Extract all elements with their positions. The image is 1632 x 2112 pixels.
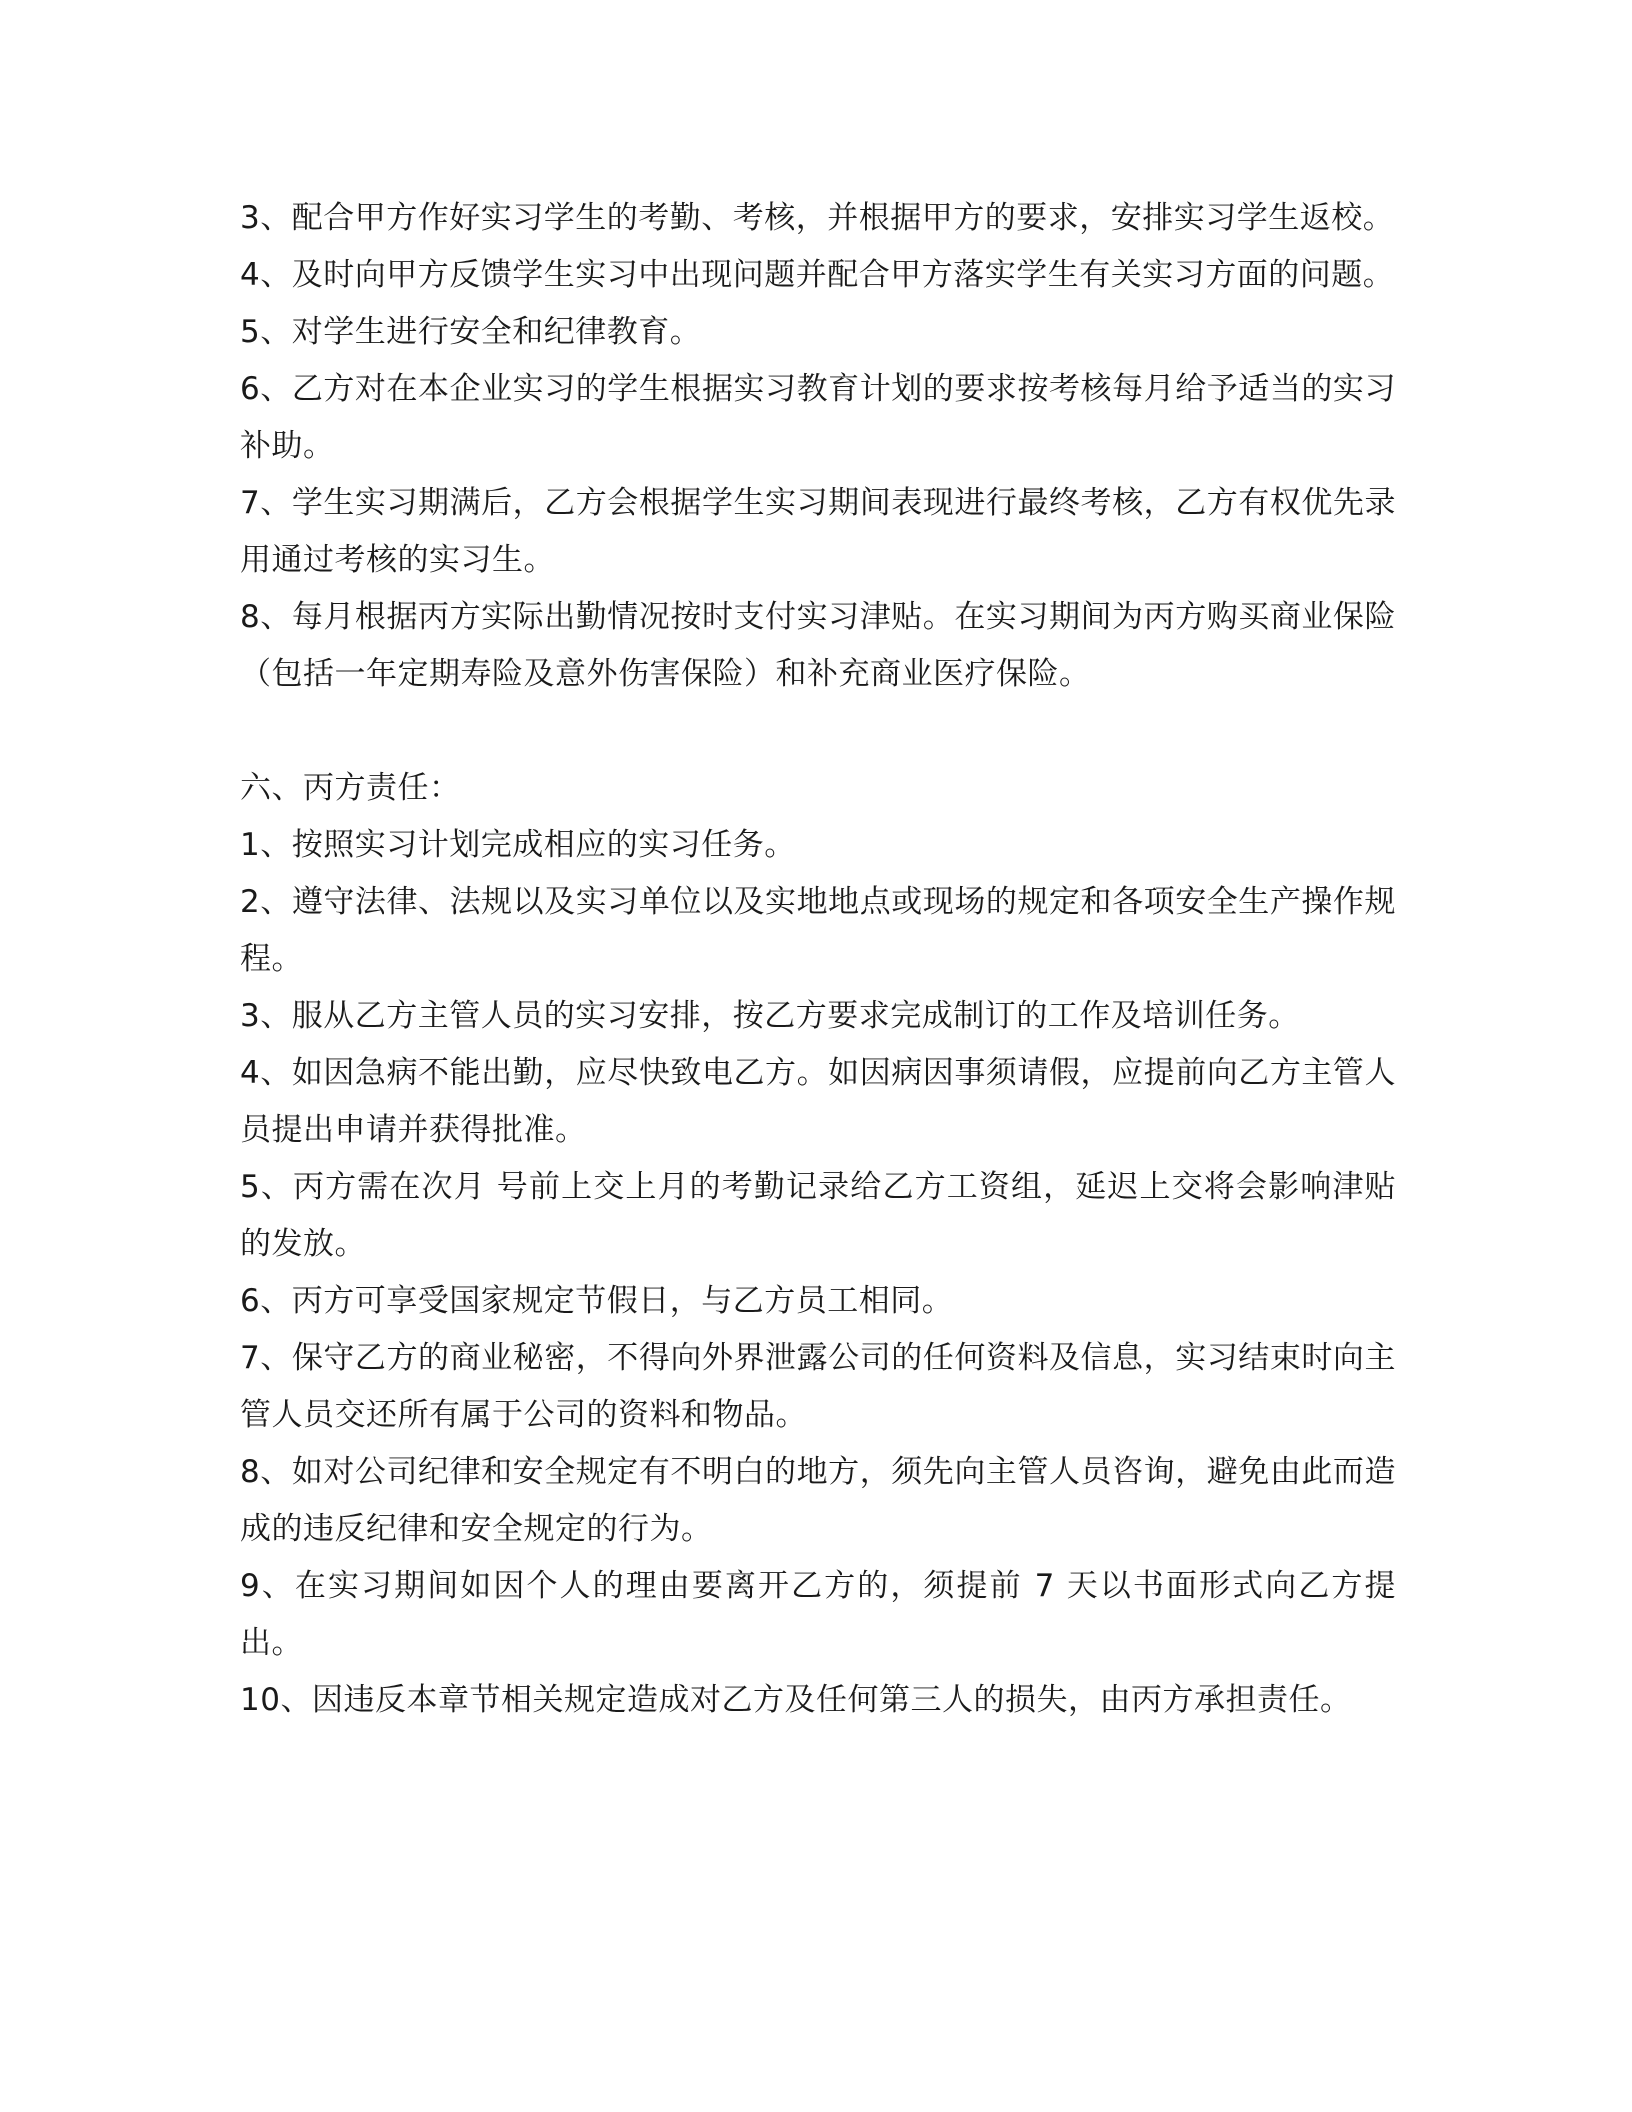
party-c-item-5: 5、丙方需在次月 号前上交上月的考勤记录给乙方工资组，延迟上交将会影响津贴的发放。	[240, 1169, 1396, 1262]
party-c-item-8: 8、如对公司纪律和安全规定有不明白的地方，须先向主管人员咨询，避免由此而造成的违反纪律和安全规定的行为。	[240, 1454, 1396, 1547]
party-b-item-4: 4、及时向甲方反馈学生实习中出现问题并配合甲方落实学生有关实习方面的问题。	[240, 257, 1395, 293]
party-b-item-8: 8、每月根据丙方实际出勤情况按时支付实习津贴。在实习期间为丙方购买商业保险（包括一年定期寿险及意外伤害保险）和补充商业医疗保险。	[240, 599, 1396, 692]
party-c-item-7: 7、保守乙方的商业秘密，不得向外界泄露公司的任何资料及信息，实习结束时向主管人员交还所有属于公司的资料和物品。	[240, 1340, 1396, 1433]
party-b-item-7: 7、学生实习期满后，乙方会根据学生实习期间表现进行最终考核，乙方有权优先录用通过考核的实习生。	[240, 485, 1396, 578]
party-b-item-5: 5、对学生进行安全和纪律教育。	[240, 314, 702, 350]
party-c-item-10: 10、因违反本章节相关规定造成对乙方及任何第三人的损失，由丙方承担责任。	[240, 1682, 1352, 1718]
party-c-item-4: 4、如因急病不能出勤，应尽快致电乙方。如因病因事须请假，应提前向乙方主管人员提出申请并获得批准。	[240, 1055, 1396, 1148]
party-c-item-3: 3、服从乙方主管人员的实习安排，按乙方要求完成制订的工作及培训任务。	[240, 998, 1300, 1034]
party-b-item-3: 3、配合甲方作好实习学生的考勤、考核，并根据甲方的要求，安排实习学生返校。	[240, 200, 1395, 236]
party-b-item-6: 6、乙方对在本企业实习的学生根据实习教育计划的要求按考核每月给予适当的实习补助。	[240, 371, 1396, 464]
party-c-item-6: 6、丙方可享受国家规定节假日，与乙方员工相同。	[240, 1283, 954, 1319]
section-six-heading: 六、丙方责任：	[240, 770, 461, 806]
party-c-item-9: 9、在实习期间如因个人的理由要离开乙方的，须提前 7 天以书面形式向乙方提出。	[240, 1568, 1396, 1661]
section-gap	[240, 703, 1396, 760]
document-page	[240, 190, 1396, 1729]
party-c-item-2: 2、遵守法律、法规以及实习单位以及实地地点或现场的规定和各项安全生产操作规程。	[240, 884, 1396, 977]
party-c-item-1: 1、按照实习计划完成相应的实习任务。	[240, 827, 796, 863]
